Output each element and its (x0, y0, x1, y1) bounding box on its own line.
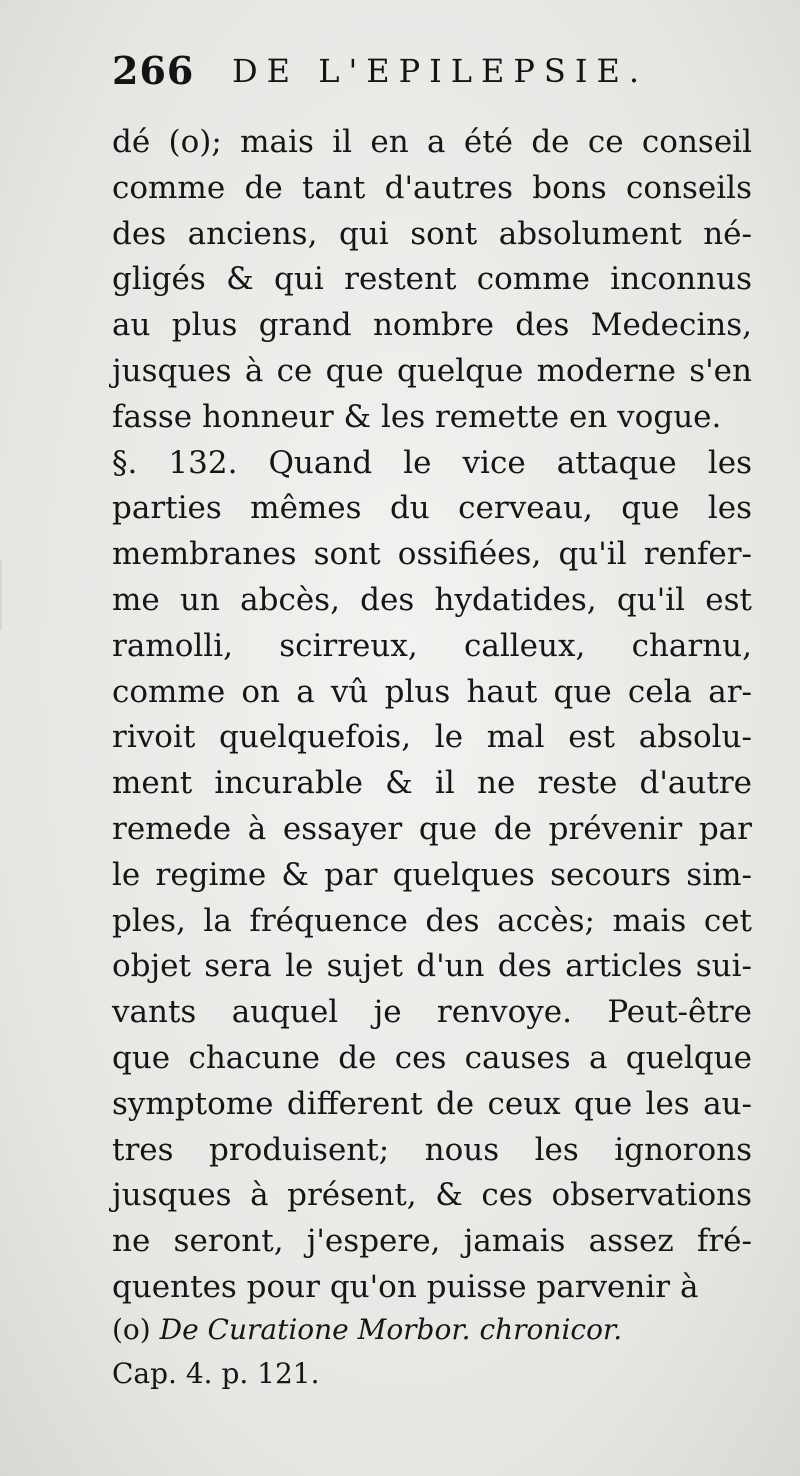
text-line: §. 132. Quand le vice attaque les (112, 444, 752, 481)
text-line: remede à essayer que de prévenir par (112, 810, 752, 847)
text-line: gligés & qui restent comme inconnus (112, 261, 752, 298)
text-line: vants auquel je renvoye. Peut-être (112, 994, 752, 1031)
text-line: des anciens, qui sont absolument né- (112, 215, 752, 252)
footnote (112, 1308, 762, 1396)
text-line: le regime & par quelques secours sim- (112, 856, 752, 893)
text-line: symptome different de ceux que les au- (112, 1085, 752, 1122)
footnote-marker: (o) (112, 1313, 151, 1346)
page-number: 266 (112, 48, 195, 93)
page-header (112, 48, 752, 108)
footnote-reference: Cap. 4. p. 121. (112, 1357, 320, 1390)
running-head: DE L'EPILEPSIE. (232, 52, 648, 90)
text-line: dé (o); mais il en a été de ce conseil (112, 124, 752, 160)
text-line: ramolli, scirreux, calleux, charnu, (112, 627, 752, 664)
page-crease (0, 560, 57, 630)
body-text (112, 120, 752, 1311)
text-line: me un abcès, des hydatides, qu'il est (112, 581, 752, 618)
text-line: au plus grand nombre des Medecins, (112, 307, 752, 344)
text-line: ment incurable & il ne reste d'autre (112, 765, 752, 802)
text-line: objet sera le sujet d'un des articles sui- (112, 948, 752, 985)
footnote-line-1 (112, 1308, 762, 1352)
footnote-title: De Curatione Morbor. chronicor. (159, 1313, 623, 1346)
text-line: ples, la fréquence des accès; mais cet (112, 902, 752, 939)
text-line: comme on a vû plus haut que cela ar- (112, 673, 752, 710)
text-line: comme de tant d'autres bons conseils (112, 169, 752, 206)
text-line: jusques à présent, & ces observations (112, 1177, 752, 1214)
text-line: membranes sont ossifiées, qu'il renfer- (112, 536, 752, 573)
text-line: que chacune de ces causes a quelque (112, 1039, 752, 1076)
text-line: fasse honneur & les remette en vogue. (112, 398, 722, 435)
text-line: rivoit quelquefois, le mal est absolu- (112, 719, 752, 756)
text-line: ne seront, j'espere, jamais assez fré- (112, 1223, 752, 1260)
text-line: parties mêmes du cerveau, que les (112, 490, 752, 527)
text-line: jusques à ce que quelque moderne s'en (112, 352, 752, 389)
text-line: tres produisent; nous les ignorons (112, 1131, 752, 1168)
text-line: quentes pour qu'on puisse parvenir à (112, 1268, 699, 1305)
